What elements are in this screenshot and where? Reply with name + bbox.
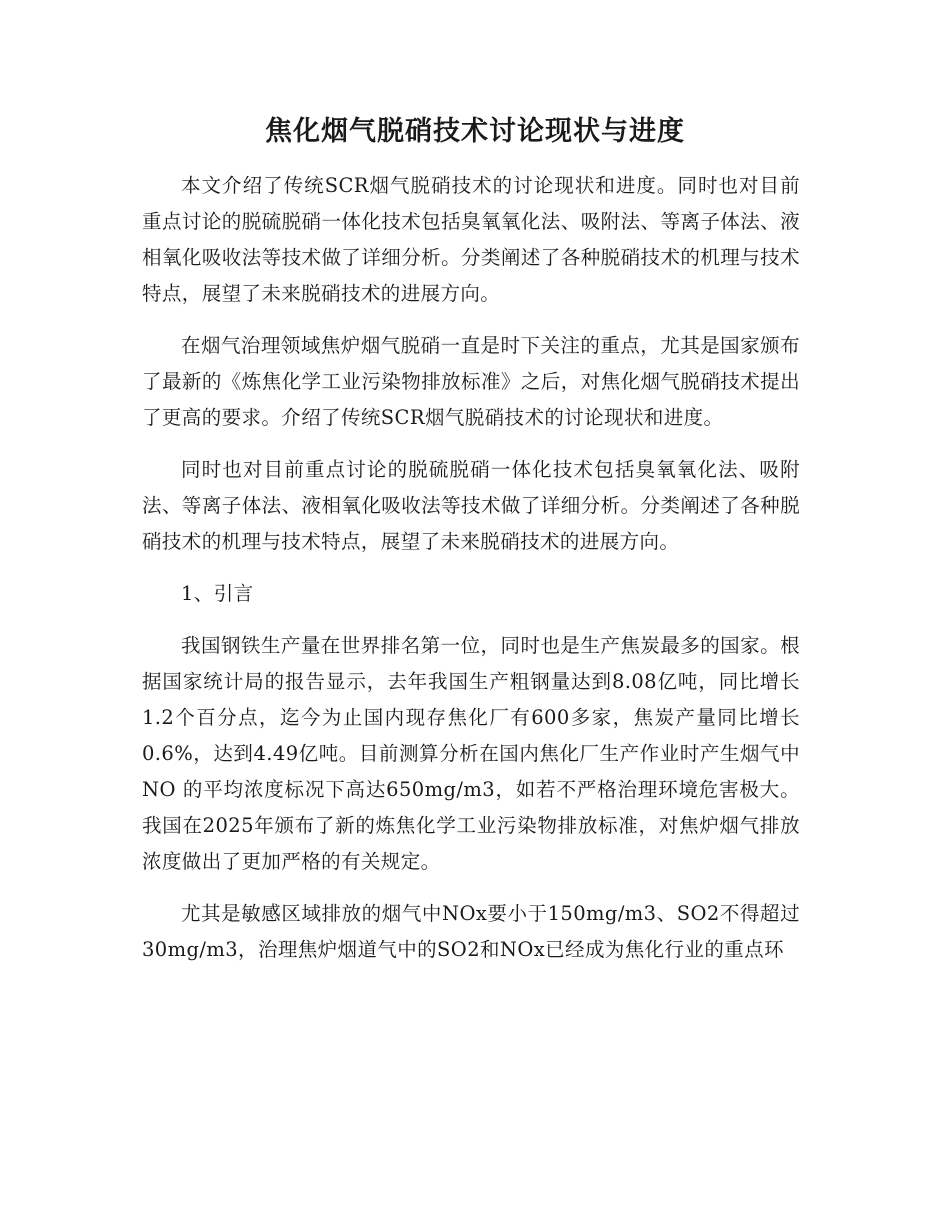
paragraph-emission-limits: 尤其是敏感区域排放的烟气中NOx要小于150mg/m3、SO2不得超过30mg/m3，治理焦炉烟道气中的SO2和NOx已经成为焦化行业的重点环 (142, 902, 800, 961)
paragraph-background: 在烟气治理领域焦炉烟气脱硝一直是时下关注的重点，尤其是国家颁布了最新的《炼焦化学工业污染物排放标准》之后，对焦化烟气脱硝技术提出了更高的要求。介绍了传统SCR烟气脱硝技术的讨论现状和进度。 (142, 334, 800, 429)
paragraph-abstract: 本文介绍了传统SCR烟气脱硝技术的讨论现状和进度。同时也对目前重点讨论的脱硫脱硝一体化技术包括臭氧氧化法、吸附法、等离子体法、液相氧化吸收法等技术做了详细分析。分类阐述了各种脱硝技术的机理与技术特点，展望了未来脱硝技术的进展方向。 (142, 174, 800, 305)
document-body (142, 168, 800, 984)
document-title: 焦化烟气脱硝技术讨论现状与进度 (265, 116, 685, 147)
paragraph-summary: 同时也对目前重点讨论的脱硫脱硝一体化技术包括臭氧氧化法、吸附法、等离子体法、液相氧化吸收法等技术做了详细分析。分类阐述了各种脱硝技术的机理与技术特点，展望了未来脱硝技术的进展方向。 (142, 458, 800, 553)
section-heading-introduction: 1、引言 (181, 582, 254, 605)
paragraph-introduction: 我国钢铁生产量在世界排名第一位，同时也是生产焦炭最多的国家。根据国家统计局的报告显示，去年我国生产粗钢量达到8.08亿吨，同比增长1.2个百分点，迄今为止国内现存焦化厂有600多家，焦炭产量同比增长0.6%，达到4.49亿吨。目前测算分析在国内焦化厂生产作业时产生烟气中NO 的平均浓度标况下高达650mg/m3，如若不严格治理环境危害极大。我国在2025年颁布了新的炼焦化学工业污染物排放标准，对焦炉烟气排放浓度做出了更加严格的有关规定。 (142, 634, 800, 873)
